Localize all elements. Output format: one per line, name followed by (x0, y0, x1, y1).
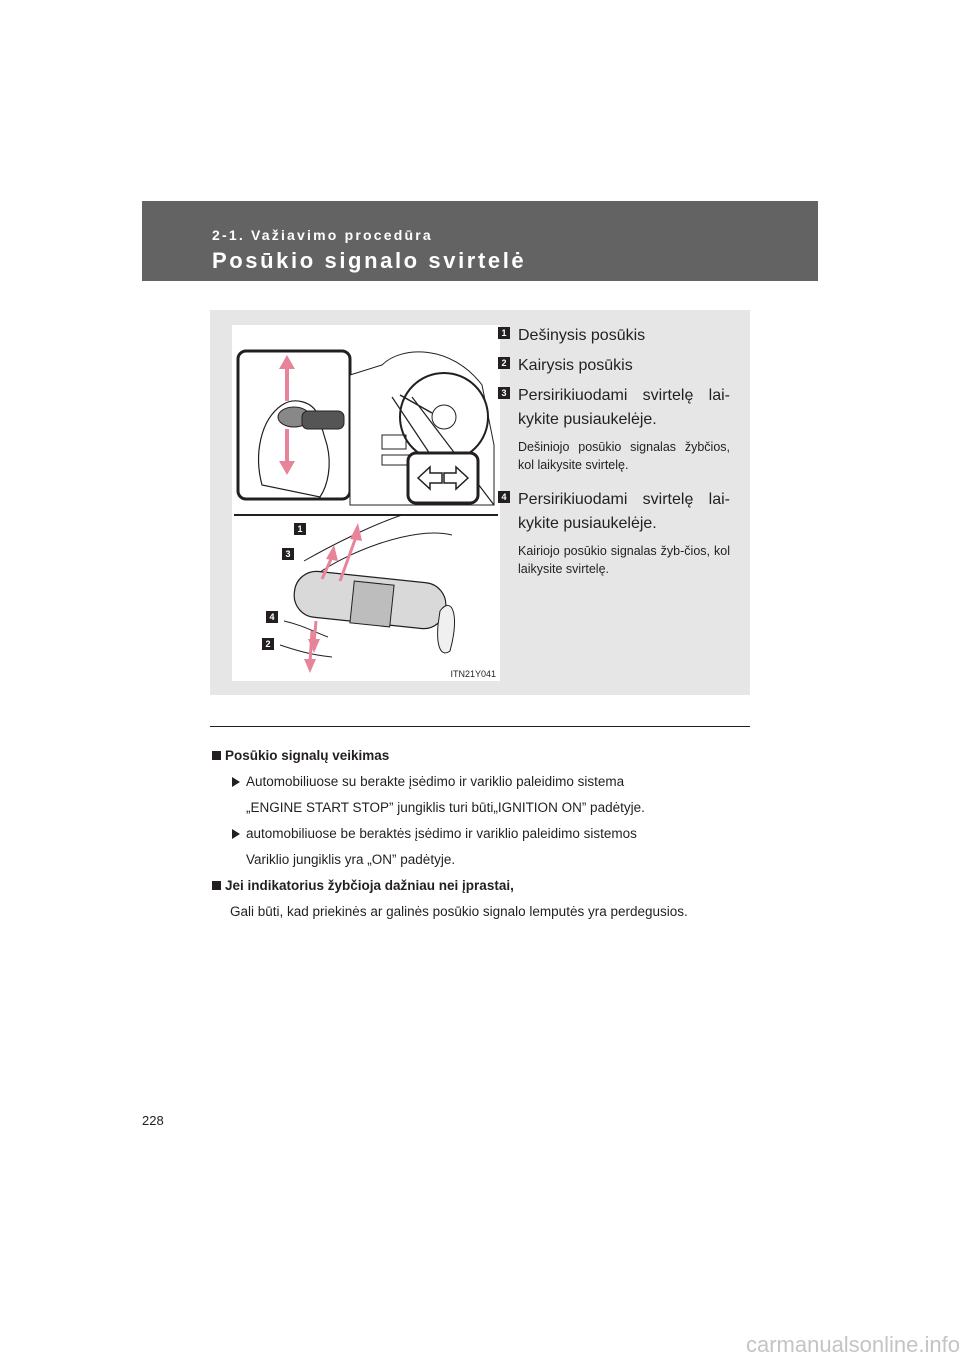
note-heading-fast-blink (212, 873, 752, 899)
square-bullet-icon (212, 751, 221, 760)
condition-text: Automobiliuose su berakte įsėdimo ir variklio paleidimo sistema (246, 774, 625, 789)
callout-2: 2 (262, 638, 274, 650)
condition-no-keyless-detail: Variklio jungiklis yra „ON” padėtyje. (246, 852, 456, 867)
step-1 (498, 324, 730, 348)
section-label: 2-1. Važiavimo procedūra (212, 227, 433, 243)
square-bullet-icon (212, 881, 221, 890)
step-text: Dešinysis posūkis (518, 327, 646, 344)
notes-section (212, 743, 752, 925)
step-text: Persirikiuodami svirtelę lai-kykite pusiaukelėje. (518, 491, 730, 532)
step-number: 4 (498, 491, 510, 503)
turn-signal-illustration (232, 325, 500, 681)
step-number: 2 (498, 357, 510, 369)
step-4-note: Kairiojo posūkio signalas žyb-čios, kol laikysite svirtelę. (518, 544, 730, 576)
lever-drawing (232, 325, 500, 681)
step-text: Kairysis posūkis (518, 357, 633, 374)
condition-keyless (212, 769, 752, 795)
triangle-bullet-icon (232, 777, 240, 787)
condition-no-keyless (212, 821, 752, 847)
condition-text: automobiliuose be beraktės įsėdimo ir variklio paleidimo sistemos (246, 826, 637, 841)
callout-3: 3 (282, 548, 294, 560)
section-header (142, 201, 818, 281)
step-4 (498, 488, 730, 536)
step-text: Persirikiuodami svirtelę lai-kykite pusiaukelėje. (518, 387, 730, 428)
callout-1: 1 (294, 523, 306, 535)
divider (210, 726, 750, 727)
step-number: 3 (498, 387, 510, 399)
fast-blink-detail: Gali būti, kad priekinės ar galinės posūkio signalo lemputės yra perdegusios. (230, 904, 688, 919)
figure-code: ITN21Y041 (450, 669, 496, 679)
note-heading-operation (212, 743, 752, 769)
condition-keyless-detail: „ENGINE START STOP” jungiklis turi būti„IGNITION ON” padėtyje. (246, 800, 645, 815)
illustration-panel (210, 310, 750, 695)
triangle-bullet-icon (232, 829, 240, 839)
step-3-note: Dešiniojo posūkio signalas žybčios, kol laikysite svirtelę. (518, 440, 730, 472)
step-2 (498, 354, 730, 378)
step-3 (498, 384, 730, 432)
step-number: 1 (498, 327, 510, 339)
note-heading-text: Posūkio signalų veikimas (225, 748, 390, 763)
step-list (498, 324, 730, 592)
note-heading-text: Jei indikatorius žybčioja dažniau nei įprastai, (225, 878, 514, 893)
page-number: 228 (142, 1113, 164, 1128)
page-title: Posūkio signalo svirtelė (212, 248, 527, 273)
callout-4: 4 (266, 611, 278, 623)
watermark: carmanualsonline.info (745, 1332, 960, 1357)
